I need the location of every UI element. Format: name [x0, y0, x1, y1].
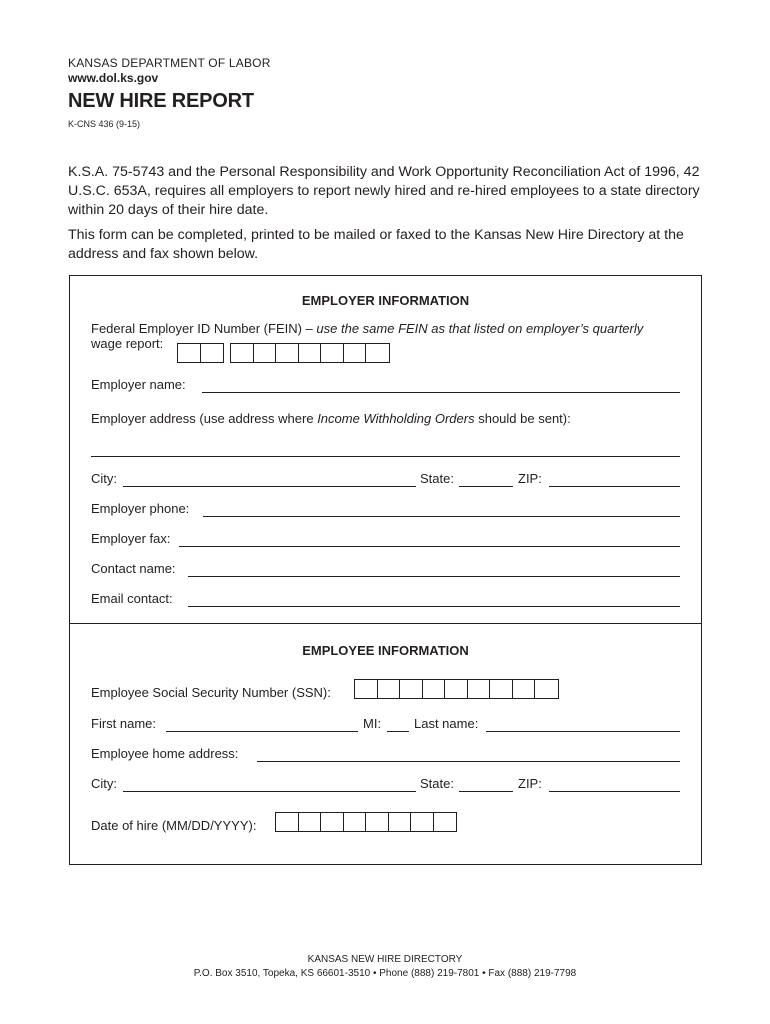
- employee-information-section: [69, 623, 702, 865]
- employee-state-label: State:: [420, 776, 454, 791]
- employer-section-heading: EMPLOYER INFORMATION: [301, 293, 470, 308]
- fein-digit-box[interactable]: [178, 344, 201, 362]
- employer-name-label: Employer name:: [91, 377, 186, 392]
- employee-address-field[interactable]: [257, 761, 680, 762]
- first-name-field[interactable]: [166, 731, 358, 732]
- last-name-label: Last name:: [414, 716, 479, 731]
- hire-date-digit-box[interactable]: [366, 813, 389, 831]
- employer-address-label: Employer address (use address where Income Withholding Orders should be sent):: [91, 411, 571, 426]
- employee-city-label: City:: [91, 776, 117, 791]
- fein-digit-box[interactable]: [344, 344, 367, 362]
- employer-phone-field[interactable]: [203, 516, 680, 517]
- ssn-digit-box[interactable]: [468, 680, 491, 698]
- fein-prefix-boxes[interactable]: [177, 343, 224, 363]
- intro-paragraph-statute: K.S.A. 75-5743 and the Personal Responsibility and Work Opportunity Reconciliation Act of 1996, 42 U.S.C. 653A, requires all employers to report newly hired and re-hired employees to a state directory within 20 days of their hire date.: [68, 164, 700, 218]
- fein-digit-box[interactable]: [276, 344, 299, 362]
- email-contact-field[interactable]: [188, 606, 680, 607]
- employee-section-heading: EMPLOYEE INFORMATION: [302, 643, 469, 658]
- employer-address-field[interactable]: [91, 456, 680, 457]
- employer-zip-label: ZIP:: [518, 471, 542, 486]
- employee-city-field[interactable]: [123, 791, 416, 792]
- ssn-digit-box[interactable]: [400, 680, 423, 698]
- fein-digit-box[interactable]: [299, 344, 322, 362]
- fein-label-cont: wage report:: [91, 336, 164, 351]
- ssn-digit-box[interactable]: [423, 680, 446, 698]
- hire-date-digit-box[interactable]: [299, 813, 322, 831]
- employer-name-field[interactable]: [202, 392, 680, 393]
- hire-date-digit-box[interactable]: [344, 813, 367, 831]
- employer-fax-field[interactable]: [179, 546, 680, 547]
- last-name-field[interactable]: [486, 731, 680, 732]
- employee-address-label: Employee home address:: [91, 746, 239, 761]
- ssn-digit-box[interactable]: [513, 680, 536, 698]
- fein-digit-box[interactable]: [321, 344, 344, 362]
- mi-field[interactable]: [387, 731, 409, 732]
- agency-website: www.dol.ks.gov: [68, 71, 159, 85]
- fein-note: use the same FEIN as that listed on employer’s quarterly: [316, 321, 644, 336]
- footer-contact: P.O. Box 3510, Topeka, KS 66601-3510 • Phone (888) 219-7801 • Fax (888) 219-7798: [193, 968, 577, 979]
- ssn-digit-box[interactable]: [490, 680, 513, 698]
- fein-digit-box[interactable]: [366, 344, 389, 362]
- agency-name: KANSAS DEPARTMENT OF LABOR: [68, 56, 271, 70]
- ssn-boxes[interactable]: [354, 679, 559, 699]
- contact-name-field[interactable]: [188, 576, 680, 577]
- intro-paragraph-instructions: This form can be completed, printed to be mailed or faxed to the Kansas New Hire Directory at the address and fax shown below.: [68, 227, 684, 262]
- employer-zip-field[interactable]: [549, 486, 680, 487]
- form-number: K-CNS 436 (9-15): [68, 119, 141, 129]
- hire-date-label: Date of hire (MM/DD/YYYY):: [91, 818, 257, 833]
- hire-date-digit-box[interactable]: [389, 813, 412, 831]
- ssn-digit-box[interactable]: [355, 680, 378, 698]
- employee-zip-field[interactable]: [549, 791, 680, 792]
- hire-date-digit-box[interactable]: [276, 813, 299, 831]
- employer-fax-label: Employer fax:: [91, 531, 171, 546]
- page-title: NEW HIRE REPORT: [68, 90, 254, 112]
- ssn-digit-box[interactable]: [378, 680, 401, 698]
- ssn-digit-box[interactable]: [535, 680, 558, 698]
- employer-city-field[interactable]: [123, 486, 416, 487]
- employer-state-label: State:: [420, 471, 454, 486]
- fein-digit-box[interactable]: [201, 344, 224, 362]
- fein-digit-box[interactable]: [254, 344, 277, 362]
- mi-label: MI:: [363, 716, 382, 731]
- hire-date-digit-box[interactable]: [434, 813, 457, 831]
- fein-suffix-boxes[interactable]: [230, 343, 390, 363]
- employee-state-field[interactable]: [459, 791, 513, 792]
- fein-label: Federal Employer ID Number (FEIN) – use the same FEIN as that listed on employer’s quarterly: [91, 321, 644, 336]
- employer-information-section: [69, 275, 702, 624]
- employee-zip-label: ZIP:: [518, 776, 542, 791]
- employer-phone-label: Employer phone:: [91, 501, 190, 516]
- fein-digit-box[interactable]: [231, 344, 254, 362]
- ssn-digit-box[interactable]: [445, 680, 468, 698]
- email-contact-label: Email contact:: [91, 591, 173, 606]
- hire-date-digit-box[interactable]: [411, 813, 434, 831]
- hire-date-boxes[interactable]: [275, 812, 457, 832]
- employer-city-label: City:: [91, 471, 117, 486]
- contact-name-label: Contact name:: [91, 561, 176, 576]
- employer-state-field[interactable]: [459, 486, 513, 487]
- ssn-label: Employee Social Security Number (SSN):: [91, 685, 331, 700]
- hire-date-digit-box[interactable]: [321, 813, 344, 831]
- first-name-label: First name:: [91, 716, 157, 731]
- footer-directory: KANSAS NEW HIRE DIRECTORY: [307, 954, 463, 965]
